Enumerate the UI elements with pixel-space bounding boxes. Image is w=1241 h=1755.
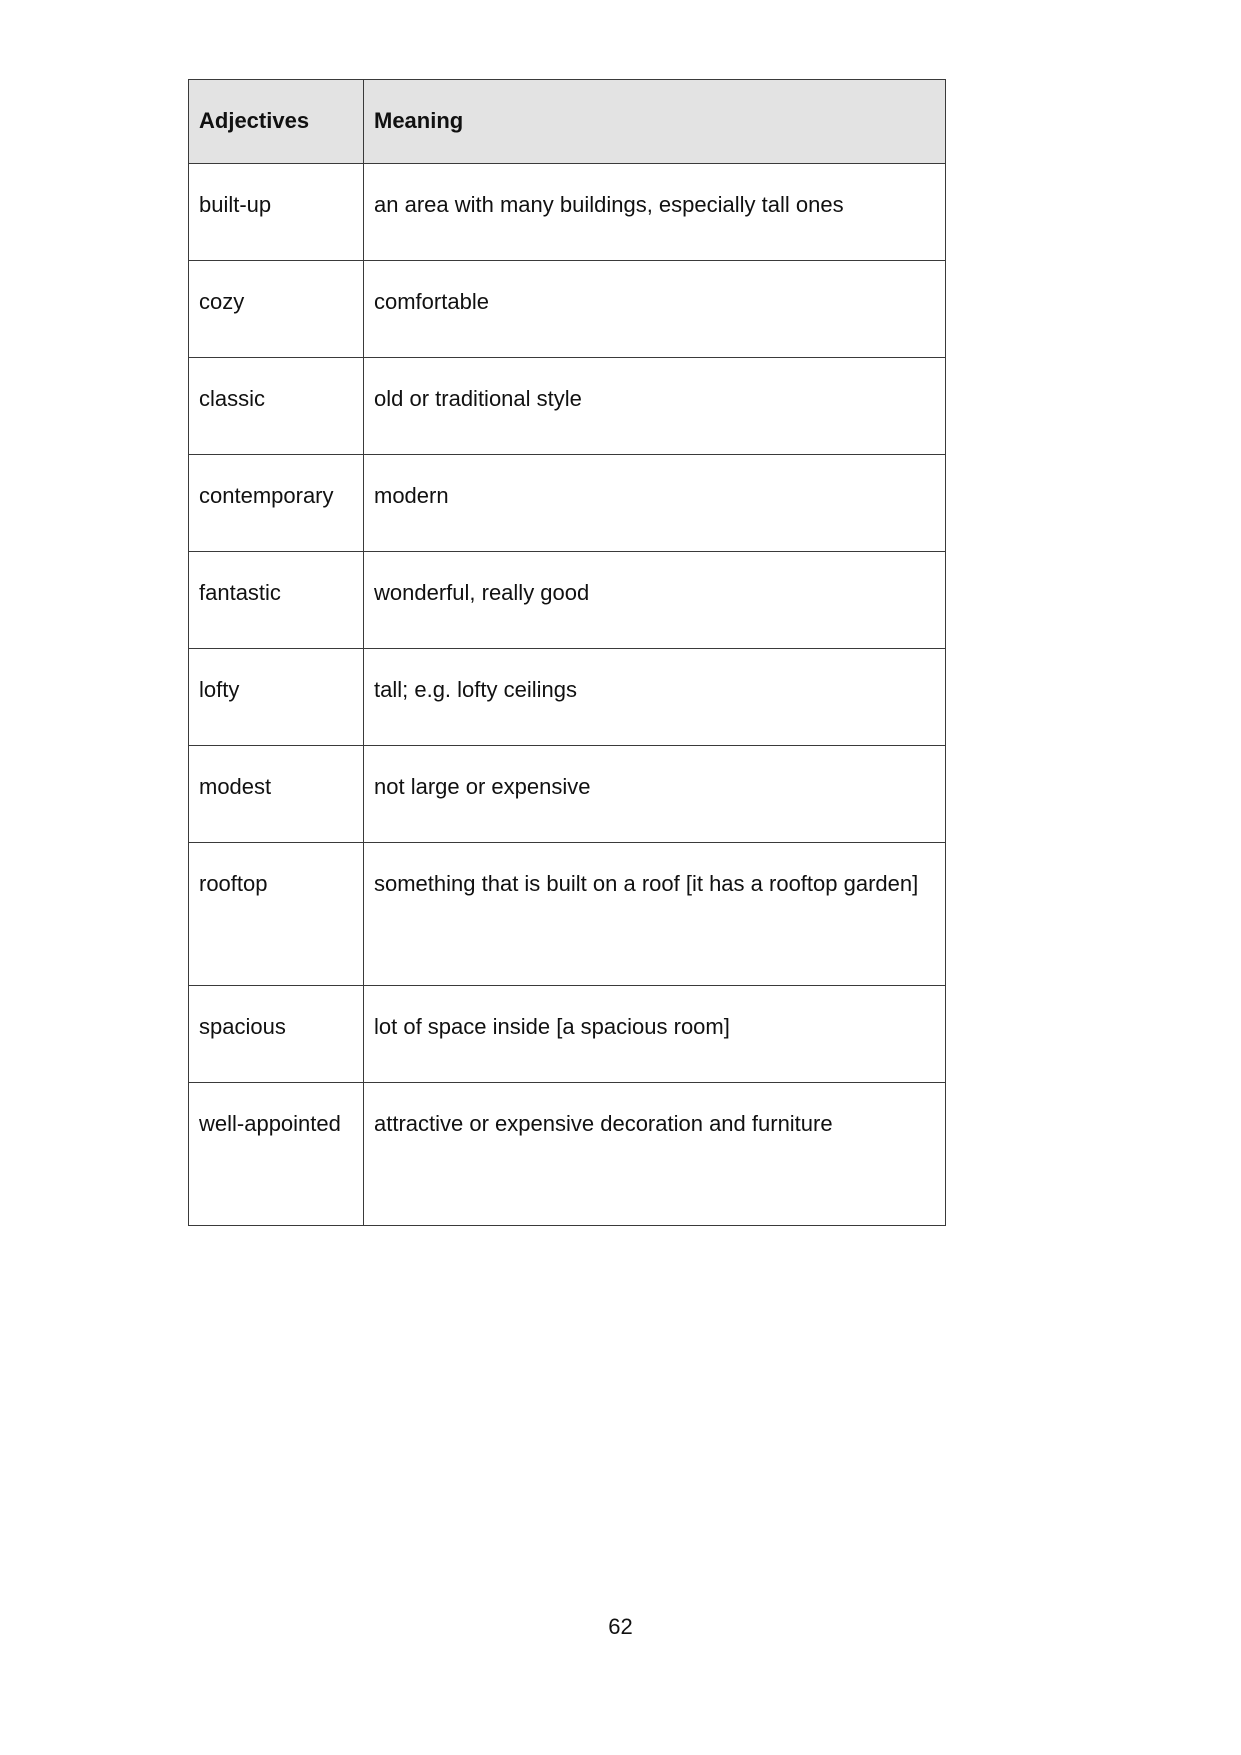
table-row: [189, 649, 946, 746]
header-meaning: Meaning: [364, 80, 946, 164]
table-header-row: [189, 80, 946, 164]
table-row: [189, 164, 946, 261]
adjective-cell: fantastic: [189, 552, 364, 649]
adjective-cell: well-appointed: [189, 1083, 364, 1226]
adjective-cell: modest: [189, 746, 364, 843]
meaning-cell: lot of space inside [a spacious room]: [364, 986, 946, 1083]
meaning-cell: tall; e.g. lofty ceilings: [364, 649, 946, 746]
meaning-cell: not large or expensive: [364, 746, 946, 843]
vocabulary-table: [188, 79, 946, 1226]
meaning-cell: modern: [364, 455, 946, 552]
page-number: 62: [608, 1614, 633, 1639]
table-row: [189, 455, 946, 552]
adjective-cell: cozy: [189, 261, 364, 358]
table-row: [189, 746, 946, 843]
adjective-cell: classic: [189, 358, 364, 455]
meaning-cell: comfortable: [364, 261, 946, 358]
meaning-cell: something that is built on a roof [it has a rooftop garden]: [364, 843, 946, 986]
table-row: [189, 843, 946, 986]
table-row: [189, 1083, 946, 1226]
meaning-cell: attractive or expensive decoration and furniture: [364, 1083, 946, 1226]
table-row: [189, 358, 946, 455]
meaning-cell: wonderful, really good: [364, 552, 946, 649]
meaning-cell: old or traditional style: [364, 358, 946, 455]
adjective-cell: built-up: [189, 164, 364, 261]
table-row: [189, 261, 946, 358]
table-row: [189, 986, 946, 1083]
adjective-cell: rooftop: [189, 843, 364, 986]
meaning-cell: an area with many buildings, especially tall ones: [364, 164, 946, 261]
table-row: [189, 552, 946, 649]
header-adjectives: Adjectives: [189, 80, 364, 164]
adjective-cell: lofty: [189, 649, 364, 746]
adjective-cell: spacious: [189, 986, 364, 1083]
adjective-cell: contemporary: [189, 455, 364, 552]
